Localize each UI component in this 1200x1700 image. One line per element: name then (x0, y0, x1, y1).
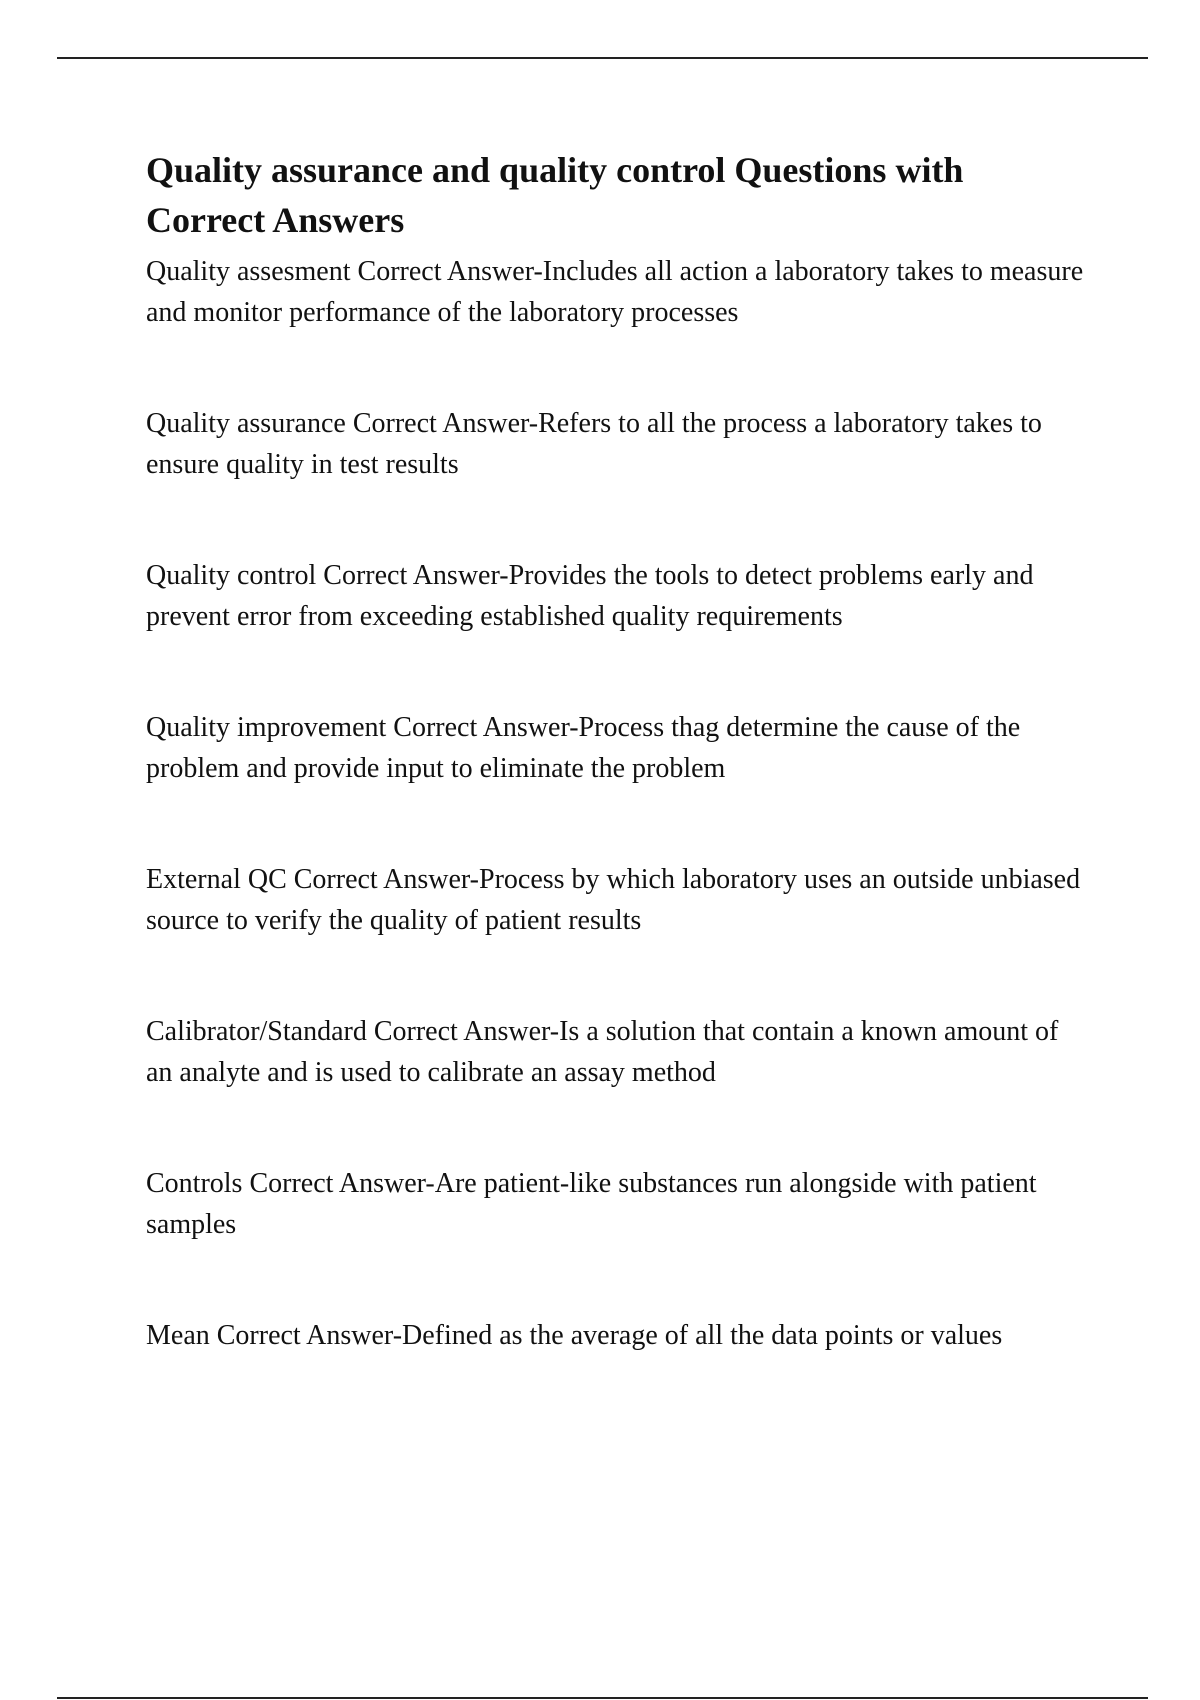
qa-entry: Calibrator/Standard Correct Answer-Is a solution that contain a known amount of an analyte and is used to calibrate an assay method (146, 1016, 1059, 1088)
qa-entry: Quality assesment Correct Answer-Includes all action a laboratory takes to measure and monitor performance of the laboratory processes (146, 256, 1084, 328)
qa-entry: Mean Correct Answer-Defined as the average of all the data points or values (146, 1320, 1003, 1351)
header-rule (57, 57, 1148, 59)
qa-entry: Quality control Correct Answer-Provides the tools to detect problems early and prevent error from exceeding established quality requirements (146, 560, 1034, 632)
document-body (146, 145, 1091, 1426)
document-title: Quality assurance and quality control Questions with Correct Answers (146, 150, 964, 240)
qa-entry: Quality assurance Correct Answer-Refers to all the process a laboratory takes to ensure quality in test results (146, 408, 1042, 480)
qa-entry: Quality improvement Correct Answer-Process thag determine the cause of the problem and provide input to eliminate the problem (146, 712, 1021, 784)
footer-rule (57, 1697, 1148, 1699)
qa-entry: External QC Correct Answer-Process by which laboratory uses an outside unbiased source to verify the quality of patient results (146, 864, 1081, 936)
qa-entry: Controls Correct Answer-Are patient-like substances run alongside with patient samples (146, 1168, 1037, 1240)
